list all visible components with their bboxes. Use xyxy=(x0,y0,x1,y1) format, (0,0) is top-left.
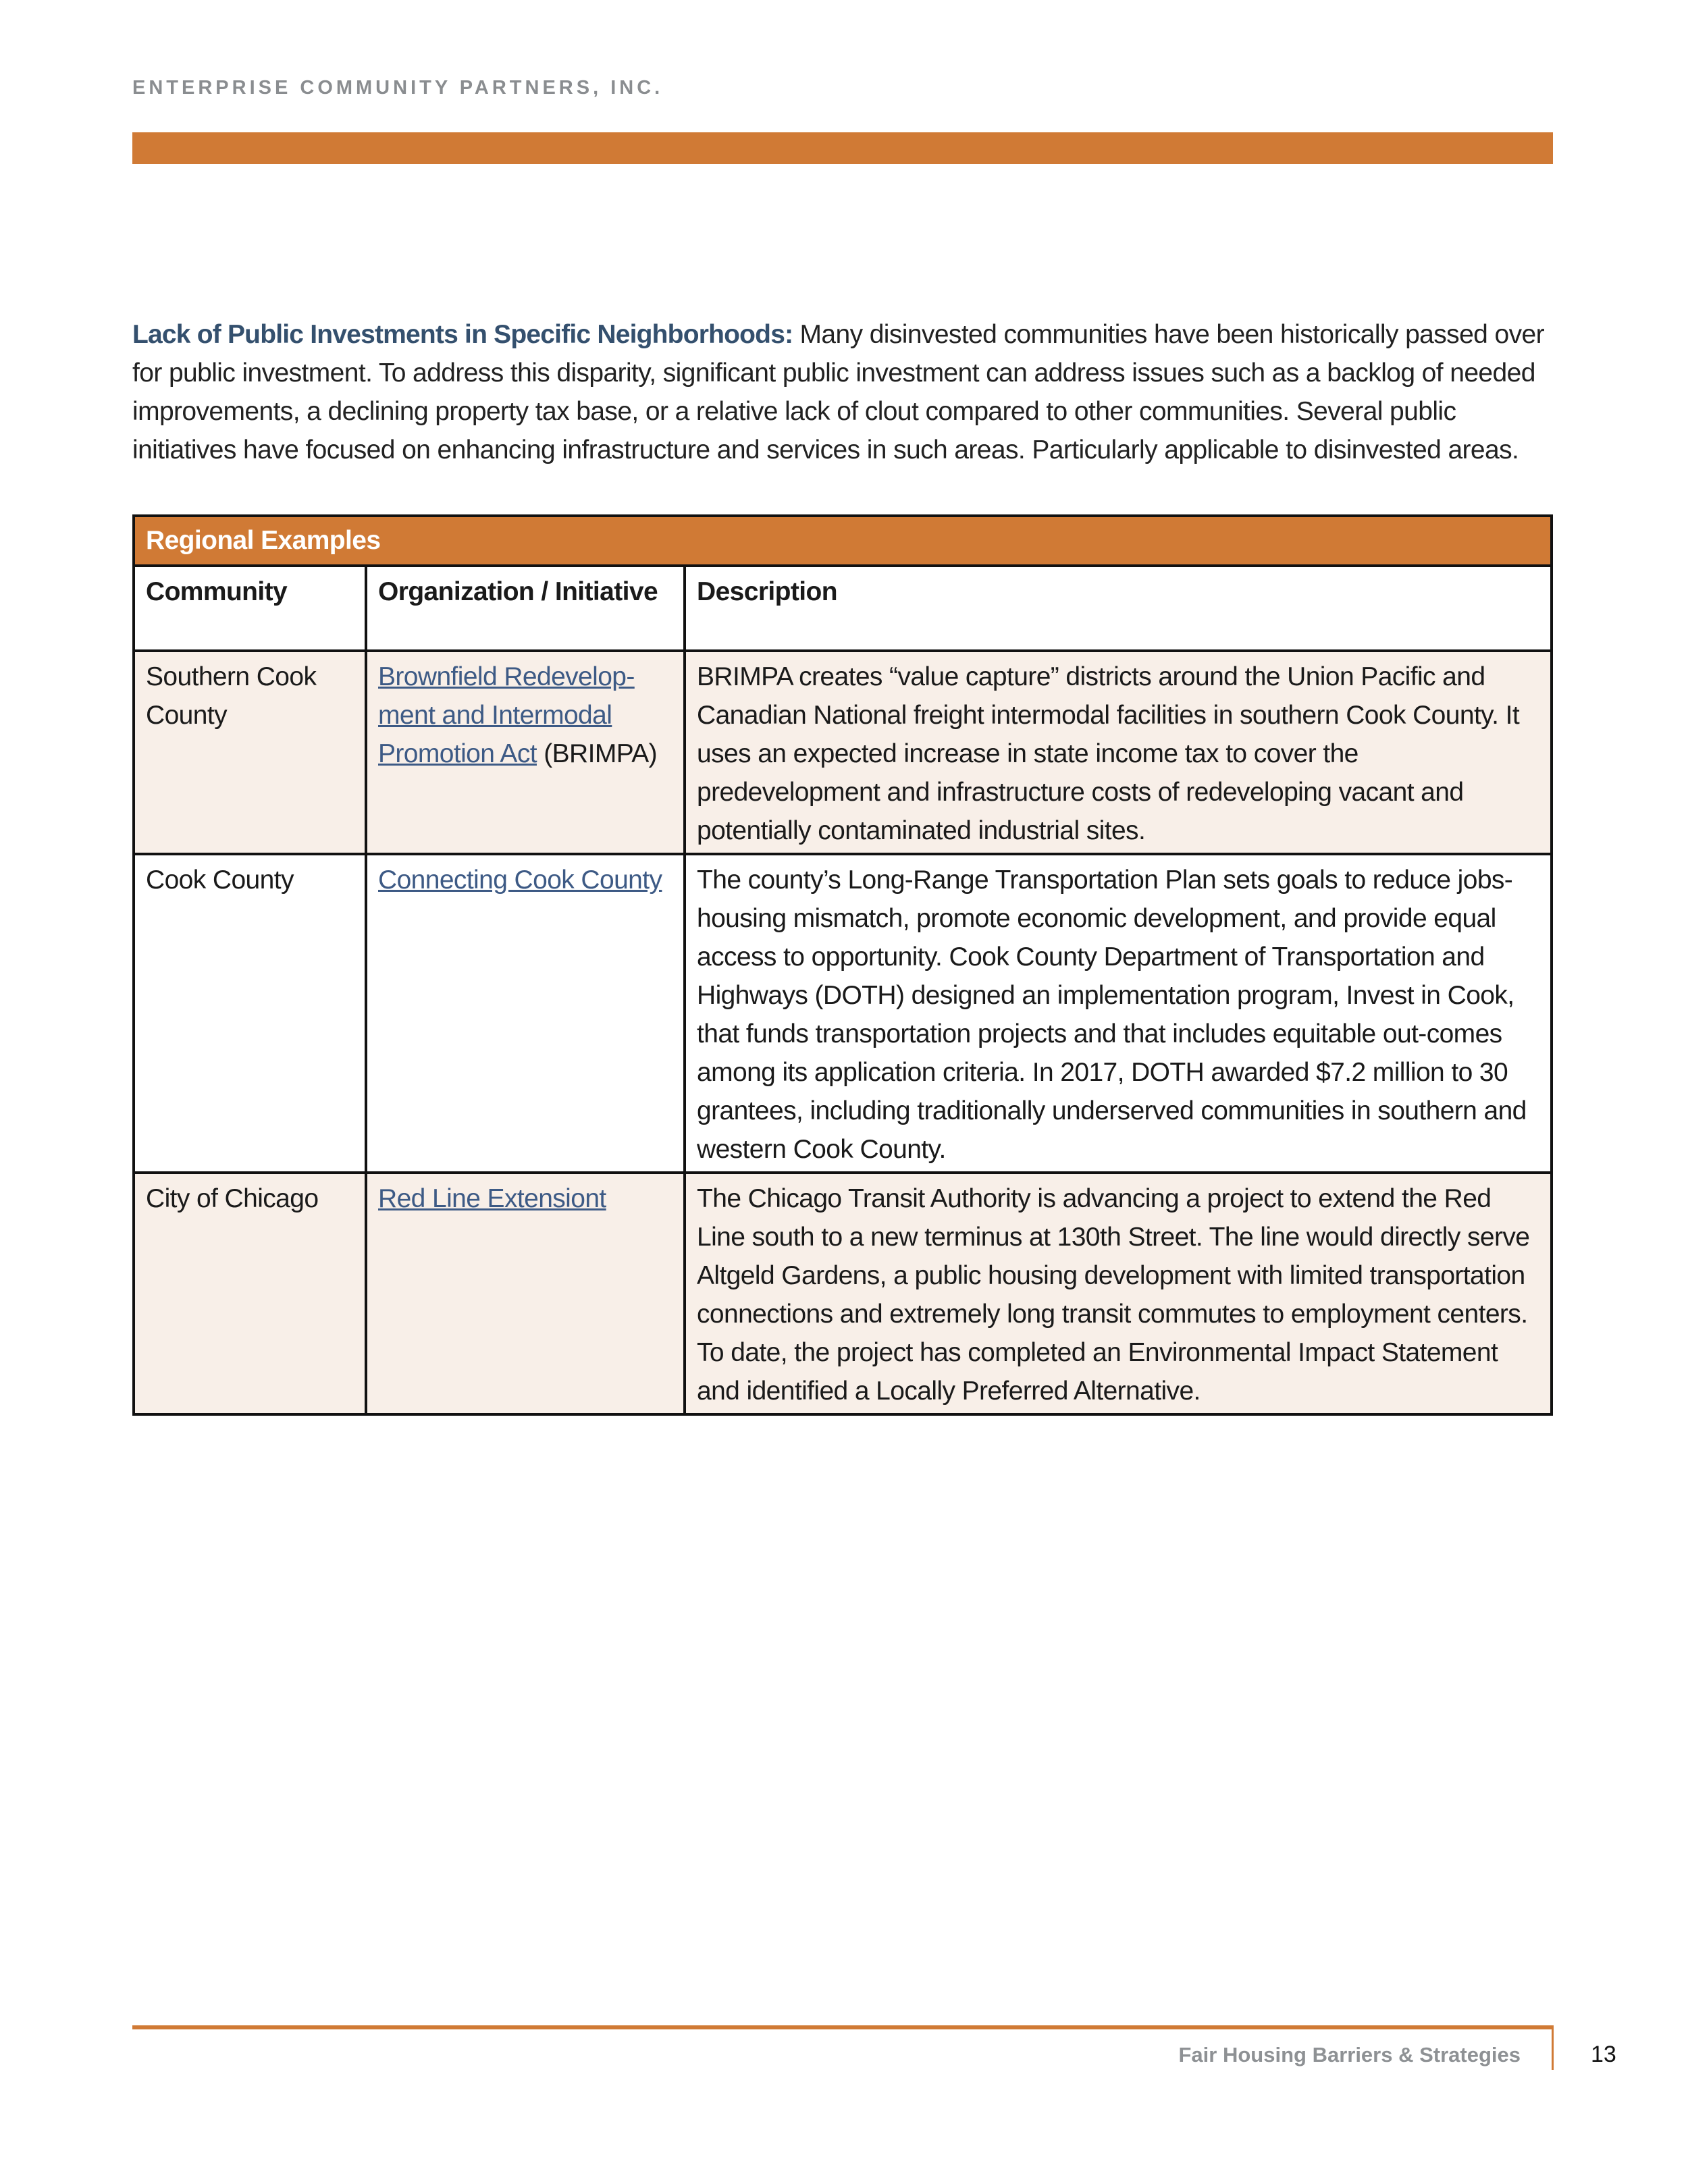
table-row xyxy=(134,854,1552,1173)
initiative-link[interactable]: Brownfield Redevelop-ment and Intermodal Promotion Act xyxy=(378,662,635,768)
initiative-link[interactable]: Red Line Extensiont xyxy=(378,1184,606,1213)
community-cell: City of Chicago xyxy=(134,1173,366,1414)
intro-paragraph xyxy=(132,315,1564,469)
description-cell: BRIMPA creates “value capture” districts around the Union Pacific and Canadian National freight intermodal facilities in southern Cook County. It uses an expected increase in state income tax to cover the predevelopment and infrastructure costs of redeveloping vacant and potentially contaminated industrial sites. xyxy=(685,651,1552,854)
running-header: ENTERPRISE COMMUNITY PARTNERS, INC. xyxy=(132,77,664,99)
description-cell: The county’s Long-Range Transportation Plan sets goals to reduce jobs-housing mismatch, promote economic development, and provide equal access to opportunity. Cook County Department of Transportation and Highways (DOTH) designed an implementation program, Invest in Cook, that funds transportation projects and that includes equitable out-comes among its application criteria. In 2017, DOTH awarded $7.2 million to 30 grantees, including traditionally underserved communities in southern and western Cook County. xyxy=(685,854,1552,1173)
initiative-suffix: (BRIMPA) xyxy=(536,739,658,768)
footer-title: Fair Housing Barriers & Strategies xyxy=(1178,2043,1521,2067)
intro-lead: Lack of Public Investments in Specific Neighborhoods: xyxy=(132,320,793,349)
table-row xyxy=(134,651,1552,854)
table-title: Regional Examples xyxy=(134,516,1552,566)
initiative-cell xyxy=(366,651,685,854)
community-cell: Cook County xyxy=(134,854,366,1173)
community-cell: Southern Cook County xyxy=(134,651,366,854)
footer-divider xyxy=(1552,2025,1554,2070)
column-header-community: Community xyxy=(134,566,366,651)
page-number: 13 xyxy=(1591,2042,1616,2067)
intro-body: Many disinvested communities have been historically passed over for public investment. To address this disparity, significant public investment can address issues such as a backlog of needed improvements, a declining property tax base, or a relative lack of clout compared to other communities. Several public initiatives have focused on enhancing infrastructure and services in such areas. Particularly applicable to disinvested areas. xyxy=(132,320,1544,464)
column-header-description: Description xyxy=(685,566,1552,651)
header-accent-bar xyxy=(132,132,1553,164)
initiative-cell xyxy=(366,854,685,1173)
initiative-cell xyxy=(366,1173,685,1414)
initiative-link[interactable]: Connecting Cook County xyxy=(378,865,662,895)
footer-rule xyxy=(132,2025,1553,2029)
regional-examples-table xyxy=(132,514,1553,1416)
column-header-organization: Organization / Initiative xyxy=(366,566,685,651)
description-cell: The Chicago Transit Authority is advancing a project to extend the Red Line south to a new terminus at 130th Street. The line would directly serve Altgeld Gardens, a public housing development with limited transportation connections and extremely long transit commutes to employment centers. To date, the project has completed an Environmental Impact Statement and identified a Locally Preferred Alternative. xyxy=(685,1173,1552,1414)
table-row xyxy=(134,1173,1552,1414)
